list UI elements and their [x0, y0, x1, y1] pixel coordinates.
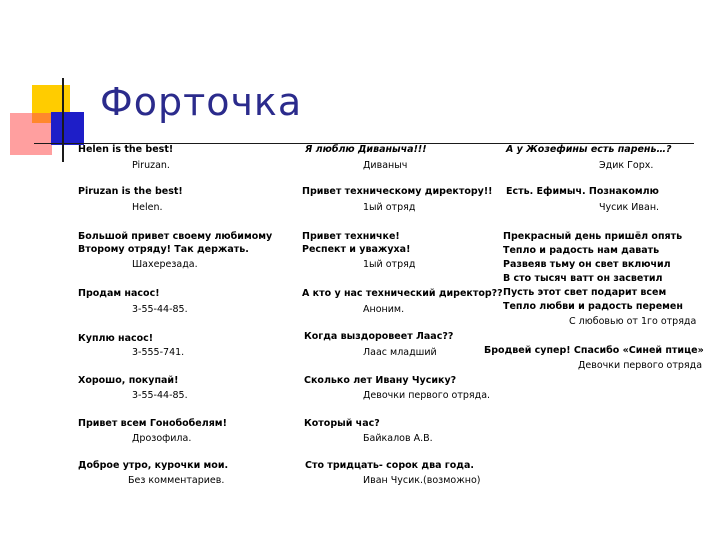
- decorative-vertical-line: [62, 78, 64, 162]
- middle-message-3-line-2: Респект и уважуха!: [302, 244, 411, 255]
- right-poem-line-3: Развеяв тьму он свет включил: [503, 259, 671, 270]
- left-message-7: Привет всем Гонобобелям!: [78, 418, 227, 429]
- left-message-3-line-1: Большой привет своему любимому: [78, 231, 273, 242]
- left-author-3: Шахерезада.: [132, 259, 198, 270]
- middle-message-3-line-1: Привет техничке!: [302, 231, 400, 242]
- right-author-3: С любовью от 1го отряда: [569, 316, 697, 327]
- left-author-4: 3-55-44-85.: [132, 304, 188, 315]
- right-poem-line-5: Пусть этот свет подарит всем: [503, 287, 667, 298]
- middle-author-2: 1ый отряд: [363, 202, 416, 213]
- middle-message-5: Когда выздоровеет Лаас??: [304, 331, 454, 342]
- left-message-3-line-2: Второму отряду! Так держать.: [78, 244, 249, 255]
- decorative-red-square: [10, 113, 52, 155]
- middle-message-2: Привет техническому директору!!: [302, 186, 493, 197]
- middle-message-6: Сколько лет Ивану Чусику?: [304, 375, 457, 386]
- left-author-6: 3-55-44-85.: [132, 390, 188, 401]
- middle-author-8: Иван Чусик.(возможно): [363, 475, 481, 486]
- middle-author-6: Девочки первого отряда.: [363, 390, 491, 401]
- middle-author-1: Диваныч: [363, 160, 408, 171]
- right-message-4: Бродвей супер! Спасибо «Синей птице»: [484, 345, 704, 356]
- left-message-8: Доброе утро, курочки мои.: [78, 460, 229, 471]
- right-message-1: А у Жозефины есть парень…?: [506, 144, 672, 155]
- left-author-7: Дрозофила.: [132, 433, 192, 444]
- right-poem-line-4: В сто тысяч ватт он засветил: [503, 273, 663, 284]
- middle-author-4: Аноним.: [363, 304, 405, 315]
- left-message-4: Продам насос!: [78, 288, 160, 299]
- left-message-5: Куплю насос!: [78, 333, 154, 344]
- page-title: Форточка: [100, 80, 303, 124]
- right-poem-line-2: Тепло и радость нам давать: [503, 245, 660, 256]
- right-poem-line-1: Прекрасный день пришёл опять: [503, 231, 683, 242]
- left-author-8: Без комментариев.: [128, 475, 225, 486]
- middle-message-4: А кто у нас технический директор??: [302, 288, 503, 299]
- middle-author-5: Лаас младший: [363, 347, 437, 358]
- left-author-2: Helen.: [132, 202, 163, 213]
- right-author-2: Чусик Иван.: [599, 202, 660, 213]
- right-author-1: Эдик Горх.: [599, 160, 654, 171]
- left-author-5: 3-555-741.: [132, 347, 185, 358]
- middle-message-8: Сто тридцать- сорок два года.: [305, 460, 474, 471]
- middle-author-7: Байкалов А.В.: [363, 433, 433, 444]
- right-message-2: Есть. Ефимыч. Познакомлю: [506, 186, 659, 197]
- left-message-1: Helen is the best!: [78, 144, 174, 155]
- right-poem-line-6: Тепло любви и радость перемен: [503, 301, 683, 312]
- left-author-1: Piruzan.: [132, 160, 170, 171]
- middle-message-7: Который час?: [304, 418, 380, 429]
- left-message-2: Piruzan is the best!: [78, 186, 183, 197]
- middle-author-3: 1ый отряд: [363, 259, 416, 270]
- middle-message-1: Я люблю Диваныча!!!: [305, 144, 427, 155]
- right-author-4: Девочки первого отряда: [578, 360, 703, 371]
- left-message-6: Хорошо, покупай!: [78, 375, 179, 386]
- decorative-blue-square: [51, 112, 84, 145]
